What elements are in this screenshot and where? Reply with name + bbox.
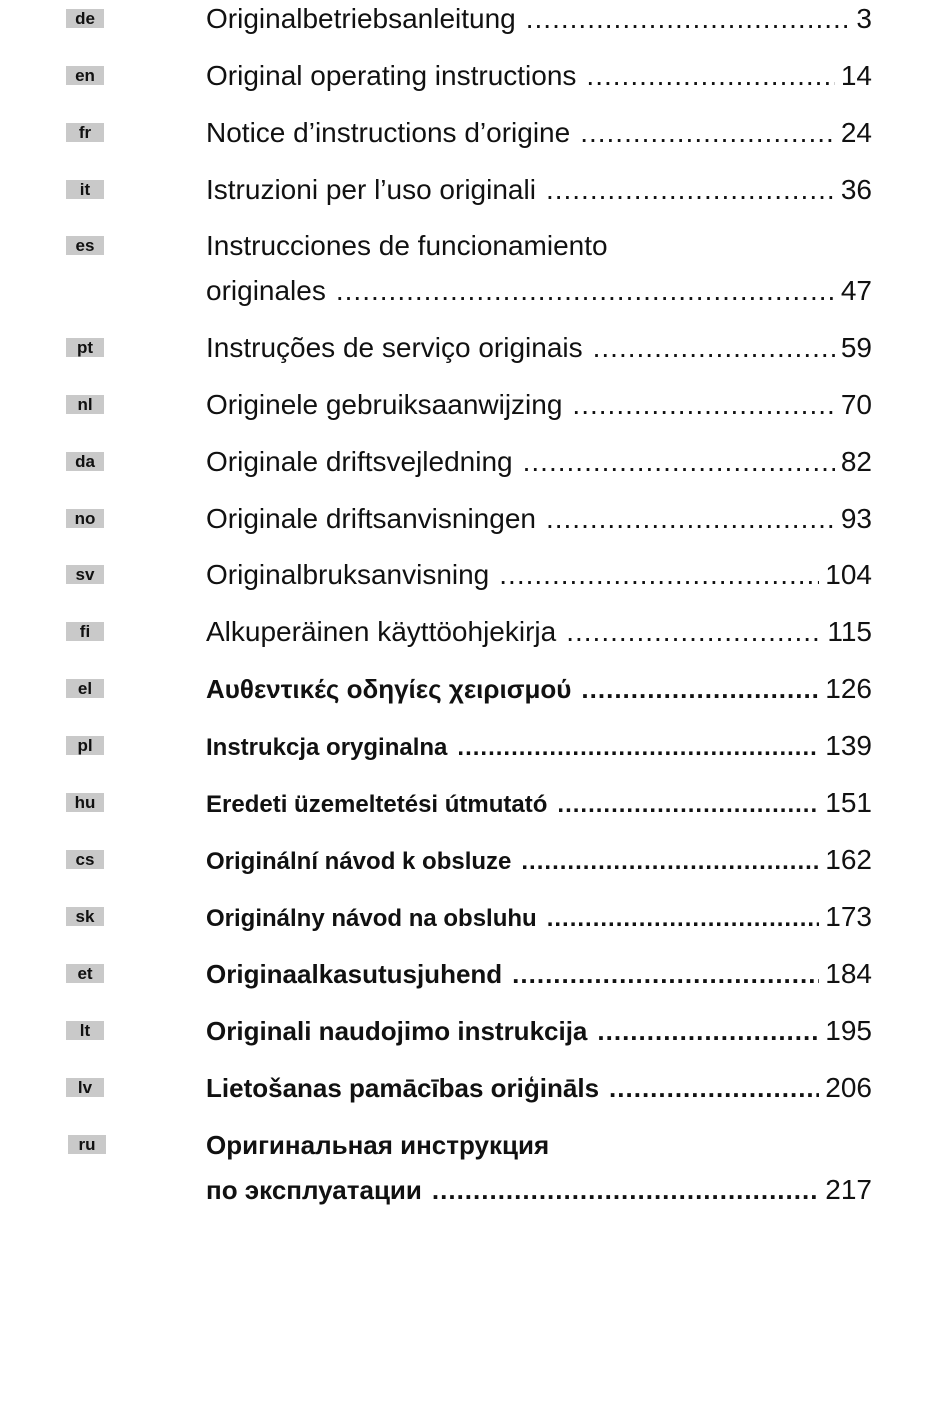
toc-line <box>206 784 872 822</box>
dot-leader <box>586 57 834 95</box>
entry-title: Instrukcja oryginalna <box>206 734 448 761</box>
entry-title: Istruzioni per l’uso originali <box>206 174 536 205</box>
toc-line <box>206 727 872 765</box>
language-code-badge: et <box>66 964 104 983</box>
page-number: 36 <box>840 174 872 205</box>
dot-leader <box>432 1171 819 1209</box>
dot-leader <box>566 613 821 651</box>
entry-title: Originele gebruiksaanwijzing <box>206 389 563 420</box>
language-code-badge: pl <box>66 736 104 755</box>
dot-leader <box>336 272 835 310</box>
page-number: 195 <box>825 1015 872 1046</box>
dot-leader <box>547 900 820 938</box>
page-number: 139 <box>825 730 872 761</box>
entry-title: Originali naudojimo instrukcija <box>206 1016 588 1046</box>
page-number: 162 <box>825 844 872 875</box>
language-code-badge: nl <box>66 395 104 414</box>
entry-title-line1: Instrucciones de funcionamiento <box>206 230 608 261</box>
language-code-badge: sk <box>66 907 104 926</box>
toc-line <box>206 171 872 209</box>
toc-line <box>206 556 872 594</box>
dot-leader <box>499 556 819 594</box>
toc-line <box>206 1069 872 1107</box>
dot-leader <box>512 955 819 993</box>
entry-title: Originální návod k obsluze <box>206 848 512 875</box>
entry-title: originales <box>206 275 326 306</box>
page-number: 59 <box>840 332 872 363</box>
page-number: 93 <box>840 503 872 534</box>
toc-line <box>206 898 872 936</box>
dot-leader <box>572 386 834 424</box>
dot-leader <box>581 670 819 708</box>
toc-line <box>206 386 872 424</box>
page-number: 173 <box>825 901 872 932</box>
language-code-badge: hu <box>66 793 104 812</box>
language-code-badge: sv <box>66 565 104 584</box>
entry-title: Instruções de serviço originais <box>206 332 583 363</box>
dot-leader <box>457 729 819 767</box>
dot-leader <box>593 329 835 367</box>
toc-line <box>206 0 872 38</box>
dot-leader <box>523 443 835 481</box>
language-code-badge: pt <box>66 338 104 357</box>
language-code-badge: ru <box>68 1135 106 1154</box>
toc-line <box>206 613 872 651</box>
entry-title: Alkuperäinen käyttöohjekirja <box>206 616 557 647</box>
entry-title: Originale driftsvejledning <box>206 446 513 477</box>
toc-line <box>206 57 872 95</box>
page-number: 104 <box>825 559 872 590</box>
entry-title: Originalbruksanvisning <box>206 559 490 590</box>
language-code-badge: lt <box>66 1021 104 1040</box>
page-number: 70 <box>840 389 872 420</box>
page-number: 126 <box>825 673 872 704</box>
toc-line <box>206 955 872 993</box>
language-code-badge: de <box>66 9 104 28</box>
page-number: 24 <box>840 117 872 148</box>
toc-line <box>206 500 872 538</box>
language-code-badge: el <box>66 679 104 698</box>
entry-title: Originalbetriebsanleitung <box>206 3 516 34</box>
page-number: 47 <box>840 275 872 306</box>
page-number: 3 <box>856 3 872 34</box>
page-number: 14 <box>840 60 872 91</box>
entry-title: Αυθεντικές οδηγίες χειρισμού <box>206 674 572 704</box>
page-number: 184 <box>825 958 872 989</box>
language-code-badge: it <box>66 180 104 199</box>
language-code-badge: fi <box>66 622 104 641</box>
page-number: 217 <box>825 1174 872 1205</box>
dot-leader <box>597 1012 819 1050</box>
entry-title: Notice d’instructions d’origine <box>206 117 571 148</box>
language-code-badge: da <box>66 452 104 471</box>
dot-leader <box>546 500 835 538</box>
language-code-badge: en <box>66 66 104 85</box>
page-number: 115 <box>827 616 872 647</box>
page-number: 206 <box>825 1072 872 1103</box>
dot-leader <box>526 0 851 38</box>
toc-line <box>206 670 872 708</box>
dot-leader <box>521 843 819 881</box>
entry-title: Lietošanas pamācības oriģināls <box>206 1073 600 1103</box>
toc-line <box>206 1012 872 1050</box>
language-code-badge: no <box>66 509 104 528</box>
entry-title: Original operating instructions <box>206 60 577 91</box>
toc-line <box>206 272 872 310</box>
toc-line <box>206 841 872 879</box>
page-number: 82 <box>840 446 872 477</box>
dot-leader <box>609 1069 819 1107</box>
language-code-badge: lv <box>66 1078 104 1097</box>
entry-title: Originálny návod na obsluhu <box>206 905 537 932</box>
language-code-badge: fr <box>66 123 104 142</box>
language-code-badge: cs <box>66 850 104 869</box>
toc-line <box>206 329 872 367</box>
toc-line <box>206 1171 872 1209</box>
entry-title: по эксплуатации <box>206 1175 422 1205</box>
page-number: 151 <box>825 787 872 818</box>
entry-title: Originale driftsanvisningen <box>206 503 536 534</box>
entry-title-line1: Оригинальная инструкция <box>206 1130 550 1160</box>
dot-leader <box>557 786 819 824</box>
entry-title: Originaalkasutusjuhend <box>206 959 503 989</box>
dot-leader <box>580 114 835 152</box>
language-code-badge: es <box>66 236 104 255</box>
entry-title: Eredeti üzemeltetési útmutató <box>206 791 548 818</box>
toc-line <box>206 114 872 152</box>
dot-leader <box>546 171 835 209</box>
toc-line <box>206 443 872 481</box>
